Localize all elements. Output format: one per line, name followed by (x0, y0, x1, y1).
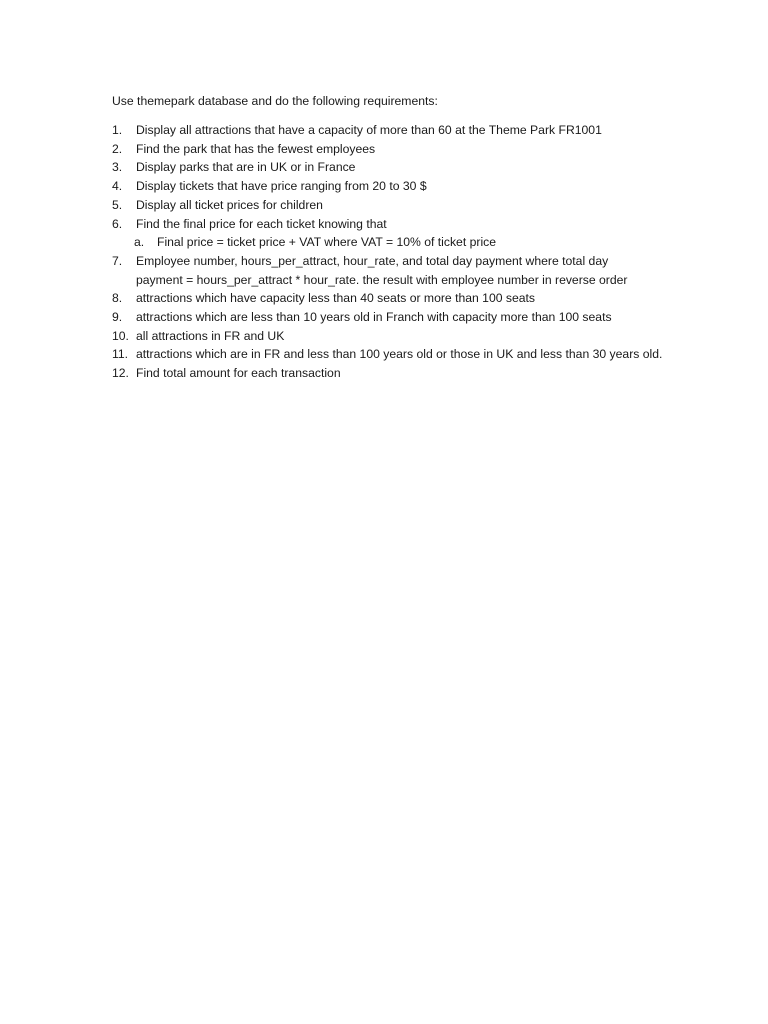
list-item (112, 327, 702, 346)
list-item (112, 196, 702, 215)
list-item-number: 1. (112, 123, 123, 137)
list-item-text: attractions which have capacity less than 40 seats or more than 100 seats (136, 291, 536, 306)
list-item (112, 121, 702, 140)
list-item-number: 7. (112, 253, 123, 268)
list-item-text: Employee number, hours_per_attract, hour_rate, and total day payment where total day payment = hours_per_attract * hour_rate. the result with employee number in reverse order (136, 253, 628, 287)
list-item (112, 289, 702, 308)
list-item (112, 215, 702, 234)
list-item-number: 8. (112, 291, 123, 306)
sub-list-item (112, 233, 702, 252)
list-item (112, 308, 702, 327)
list-item-number: 2. (112, 141, 123, 156)
list-item-text: Display tickets that have price ranging from 20 to 30 $ (136, 179, 427, 194)
list-item (112, 345, 702, 364)
list-item (112, 140, 702, 159)
list-item-number: 6. (112, 216, 123, 231)
list-item-number: 4. (112, 179, 123, 194)
list-item-number: 12. (112, 366, 129, 381)
list-item-number: 9. (112, 310, 123, 325)
list-item (112, 252, 702, 289)
list-item-text: Find total amount for each transaction (136, 366, 341, 381)
list-item-text: Find the park that has the fewest employees (136, 141, 376, 156)
list-item-text: all attractions in FR and UK (136, 328, 285, 343)
intro-text: Use themepark database and do the following requirements: (112, 94, 438, 108)
list-item-text: attractions which are in FR and less than 100 years old or those in UK and less than 30 years old. (136, 347, 663, 362)
list-item-number: 5. (112, 197, 123, 212)
list-item-text: Display parks that are in UK or in France (136, 160, 356, 175)
requirements-list (112, 121, 702, 383)
list-item-text: attractions which are less than 10 years old in Franch with capacity more than 100 seats (136, 310, 612, 325)
list-item-number: 3. (112, 160, 123, 175)
list-item-number: 11. (112, 347, 129, 362)
list-item-text: Display all ticket prices for children (136, 197, 323, 212)
list-item-number: 10. (112, 328, 129, 343)
list-item (112, 177, 702, 196)
list-item (112, 158, 702, 177)
sub-list-item-letter: a. (134, 235, 145, 250)
sub-list-item-text: Final price = ticket price + VAT where VAT = 10% of ticket price (157, 235, 497, 250)
list-item-text: Display all attractions that have a capacity of more than 60 at the Theme Park FR1001 (136, 123, 602, 137)
list-item-text: Find the final price for each ticket knowing that (136, 216, 387, 231)
list-item (112, 364, 702, 383)
